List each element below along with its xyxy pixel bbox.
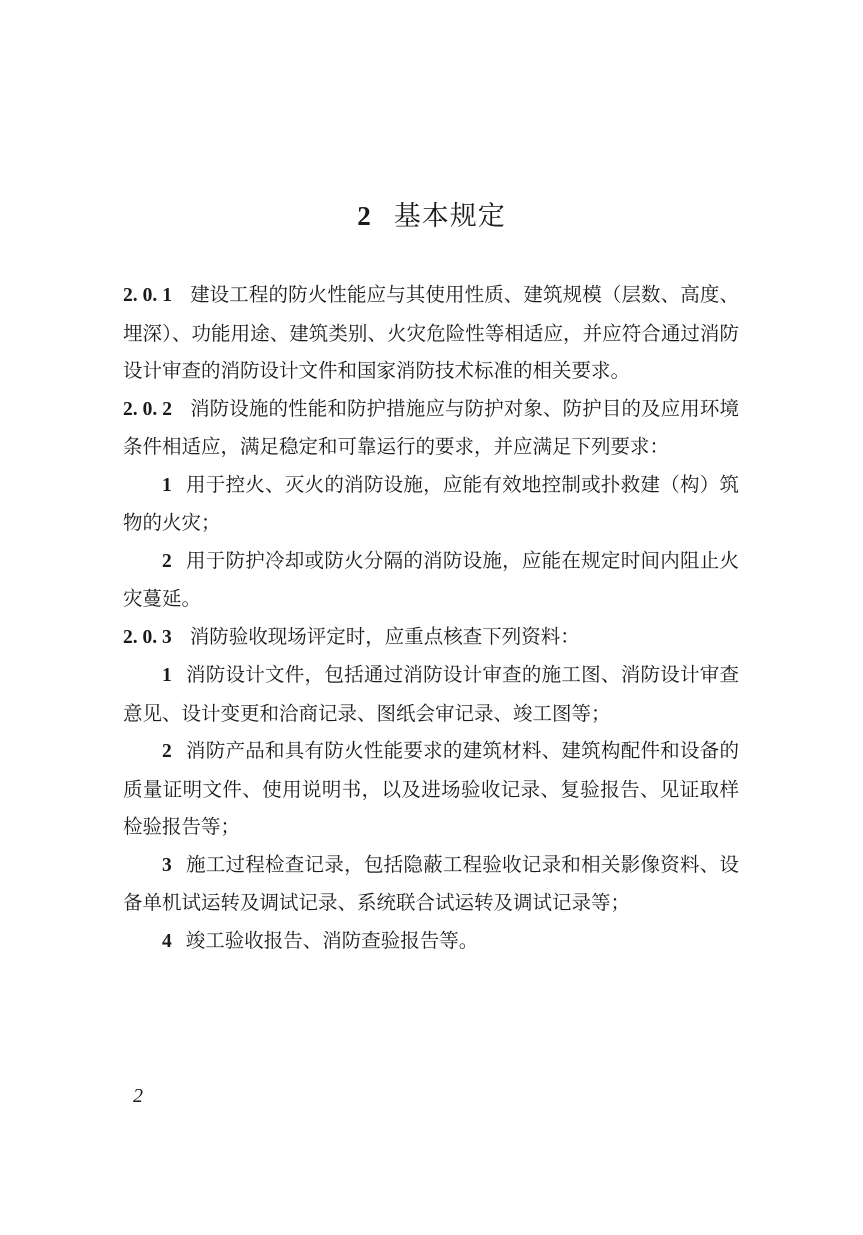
item-text: 用于控火、灭火的消防设施，应能有效地控制或扑救建（构）筑物的火灾； <box>123 472 739 534</box>
item-text: 用于防护冷却或防火分隔的消防设施，应能在规定时间内阻止火灾蔓延。 <box>123 548 739 610</box>
item-number: 4 <box>162 930 172 952</box>
chapter-title <box>0 196 863 237</box>
clause-item <box>123 656 739 732</box>
clause-item <box>123 846 739 922</box>
clause-number: 2. 0. 2 <box>123 398 172 420</box>
item-text: 竣工验收报告、消防查验报告等。 <box>185 928 479 952</box>
item-number: 2 <box>162 741 172 762</box>
clause-item <box>123 542 739 618</box>
clause-number: 2. 0. 3 <box>123 626 172 648</box>
clause-2-0-2 <box>123 390 739 466</box>
item-text: 消防设计文件，包括通过消防设计审查的施工图、消防设计审查意见、设计变更和洽商记录、图纸会审记录、竣工图等； <box>123 663 739 725</box>
item-text: 消防产品和具有防火性能要求的建筑材料、建筑构配件和设备的质量证明文件、使用说明书，以及进场验收记录、复验报告、见证取样检验报告等； <box>123 739 739 838</box>
item-number: 3 <box>162 854 172 876</box>
clause-text: 建设工程的防火性能应与其使用性质、建筑规模（层数、高度、埋深）、功能用途、建筑类别、火灾危险性等相适应，并应符合通过消防设计审查的消防设计文件和国家消防技术标准的相关要求。 <box>123 283 739 382</box>
item-text: 施工过程检查记录，包括隐蔽工程验收记录和相关影像资料、设备单机试运转及调试记录、系统联合试运转及调试记录等； <box>123 852 739 914</box>
chapter-heading: 基本规定 <box>393 201 506 232</box>
clause-number: 2. 0. 1 <box>123 285 172 306</box>
clause-2-0-1 <box>123 276 739 390</box>
clause-text: 消防验收现场评定时，应重点核查下列资料： <box>189 624 580 648</box>
item-number: 1 <box>162 665 172 686</box>
clause-text: 消防设施的性能和防护措施应与防护对象、防护目的及应用环境条件相适应，满足稳定和可靠运行的要求，并应满足下列要求： <box>123 396 739 458</box>
clause-item <box>123 922 739 961</box>
clause-2-0-3 <box>123 618 739 657</box>
clause-item <box>123 466 739 542</box>
document-body <box>123 276 739 960</box>
clause-item <box>123 732 739 846</box>
chapter-number: 2 <box>357 201 372 231</box>
page-number: 2 <box>133 1085 143 1107</box>
item-number: 1 <box>162 474 172 496</box>
item-number: 2 <box>162 550 172 572</box>
